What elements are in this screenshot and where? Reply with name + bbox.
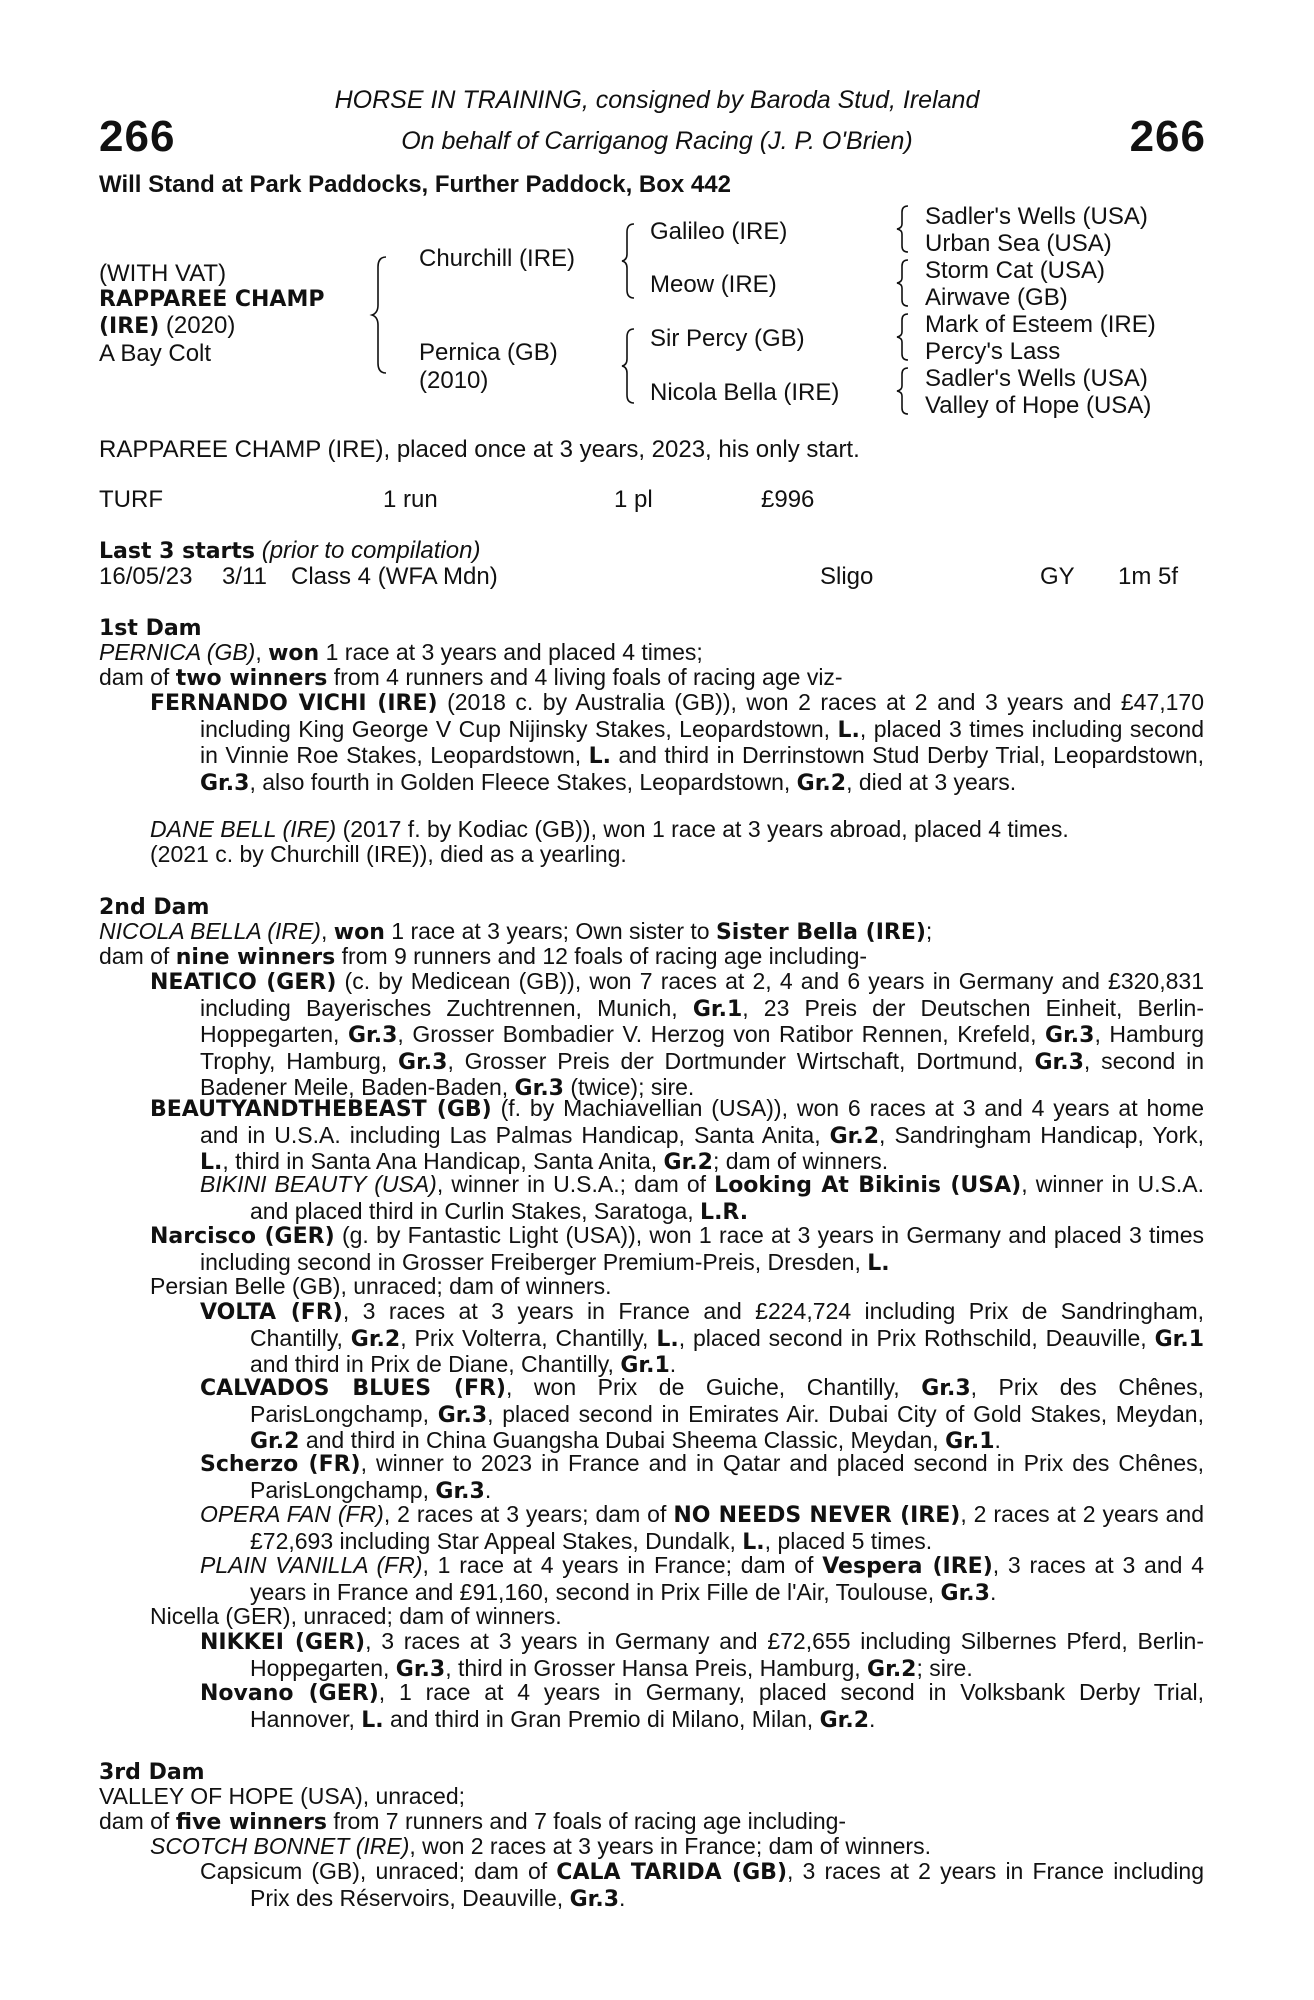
pedigree-g4: Airwave (GB) <box>925 284 1068 311</box>
pedigree-dam-year: (2010) <box>419 367 489 394</box>
produce-bikini-beauty: BIKINI BEAUTY (USA), winner in U.S.A.; dam of Looking At Bikinis (USA), winner in U.S.A. and placed third in Curlin Stakes, Saratoga, L.R. <box>200 1171 1204 1225</box>
produce-fernando-vichi: FERNANDO VICHI (IRE) (2018 c. by Australia (GB)), won 2 races at 2 and 3 years and £47,170 including King George V Cup Nijinsky Stakes, Leopardstown, L., placed 3 times including second in Vinnie Roe Stakes, Leopardstown, L. and third in Derrinstown Stud Derby Trial, Leopardstown, Gr.3, also fourth in Golden Fleece Stakes, Leopardstown, Gr.2, died at 3 years. <box>150 689 1205 796</box>
produce-plain-vanilla: PLAIN VANILLA (FR), 1 race at 4 years in France; dam of Vespera (IRE), 3 races at 3 and 4 years in France and £91,160, second in Prix Fille de l'Air, Toulouse, Gr.3. <box>200 1552 1204 1606</box>
start-course: Sligo <box>820 563 874 590</box>
pedigree-sire-dam: Meow (IRE) <box>650 271 777 298</box>
first-dam-line2: dam of two winners from 4 runners and 4 living foals of racing age viz- <box>99 664 843 691</box>
pedigree-g1: Sadler's Wells (USA) <box>925 203 1148 230</box>
produce-scherzo: Scherzo (FR), winner to 2023 in France and in Qatar and placed second in Prix des Chênes, ParisLongchamp, Gr.3. <box>200 1450 1204 1504</box>
start-position: 3/11 <box>222 563 267 590</box>
horse-name: RAPPAREE CHAMP <box>99 287 325 312</box>
pedigree-brace-5 <box>895 258 911 308</box>
third-dam-line1: VALLEY OF HOPE (USA), unraced; <box>99 1783 466 1809</box>
consignment-line: HORSE IN TRAINING, consigned by Baroda Stud, Ireland <box>334 86 980 114</box>
third-dam-heading: 3rd Dam <box>99 1760 205 1785</box>
start-class: Class 4 (WFA Mdn) <box>291 563 498 590</box>
start-date: 16/05/23 <box>99 563 193 590</box>
produce-opera-fan: OPERA FAN (FR), 2 races at 3 years; dam of NO NEEDS NEVER (IRE), 2 races at 2 years and £72,693 including Star Appeal Stakes, Dundalk, L., placed 5 times. <box>200 1501 1204 1555</box>
produce-neatico: NEATICO (GER) (c. by Medicean (GB)), won 7 races at 2, 4 and 6 years in Germany and £320,831 including Bayerisches Zuchtrennen, Munich, Gr.1, 23 Preis der Deutschen Einheit, Berlin-Hoppegarten, Gr.3, Grosser Bombadier V. Herzog von Ratibor Rennen, Krefeld, Gr.3, Hamburg Trophy, Hamburg, Gr.3, Grosser Preis der Dortmunder Wirtschaft, Dortmund, Gr.3, second in Badener Meile, Baden-Baden, Gr.3 (twice); sire. <box>150 968 1205 1101</box>
pedigree-brace-1 <box>370 255 390 375</box>
lot-number-right: 266 <box>1129 112 1206 161</box>
pedigree-brace-7 <box>895 366 911 416</box>
first-dam-heading: 1st Dam <box>99 616 202 641</box>
produce-2021-colt: (2021 c. by Churchill (IRE)), died as a yearling. <box>150 841 627 867</box>
first-dam-line1: PERNICA (GB), won 1 race at 3 years and placed 4 times; <box>99 639 703 666</box>
record-surface: TURF <box>99 486 163 513</box>
pedigree-brace-2 <box>620 222 636 300</box>
pedigree-g5: Mark of Esteem (IRE) <box>925 311 1156 338</box>
pedigree-dam-dam: Nicola Bella (IRE) <box>650 379 840 406</box>
pedigree-sire: Churchill (IRE) <box>419 245 576 272</box>
pedigree-brace-6 <box>895 312 911 362</box>
vat-note: (WITH VAT) <box>99 260 227 287</box>
start-distance: 1m 5f <box>1118 563 1179 590</box>
pedigree-brace-4 <box>895 204 911 254</box>
stand-location: Will Stand at Park Paddocks, Further Paddock, Box 442 <box>99 171 731 198</box>
pedigree-dam: Pernica (GB) <box>419 339 558 366</box>
second-dam-line2: dam of nine winners from 9 runners and 12 foals of racing age including- <box>99 943 868 970</box>
horse-description: A Bay Colt <box>99 340 212 367</box>
horse-name-suffix: (IRE) (2020) <box>99 312 236 339</box>
produce-persian-belle: Persian Belle (GB), unraced; dam of winners. <box>150 1273 612 1299</box>
produce-dane-bell: DANE BELL (IRE) (2017 f. by Kodiac (GB)), won 1 race at 3 years abroad, placed 4 times. <box>150 816 1069 842</box>
record-earnings: £996 <box>761 486 815 513</box>
pedigree-g2: Urban Sea (USA) <box>925 230 1112 257</box>
pedigree-g6: Percy's Lass <box>925 338 1061 365</box>
second-dam-line1: NICOLA BELLA (IRE), won 1 race at 3 years; Own sister to Sister Bella (IRE); <box>99 918 933 945</box>
produce-beautyandthebeast: BEAUTYANDTHEBEAST (GB) (f. by Machiavellian (USA)), won 6 races at 3 and 4 years at home and in U.S.A. including Las Palmas Handicap, Santa Anita, Gr.2, Sandringham Handicap, York, L., third in Santa Ana Handicap, Santa Anita, Gr.2; dam of winners. <box>150 1095 1204 1175</box>
record-placed: 1 pl <box>614 486 653 513</box>
produce-calvados-blues: CALVADOS BLUES (FR), won Prix de Guiche, Chantilly, Gr.3, Prix des Chênes, ParisLongchamp, Gr.3, placed second in Emirates Air. Dubai City of Gold Stakes, Meydan, Gr.2 and third in China Guangsha Dubai Sheema Classic, Meydan, Gr.1. <box>200 1374 1205 1454</box>
produce-novano: Novano (GER), 1 race at 4 years in Germany, placed second in Volksbank Derby Trial, Hannover, L. and third in Gran Premio di Milano, Milan, Gr.2. <box>200 1679 1204 1733</box>
produce-nicella: Nicella (GER), unraced; dam of winners. <box>150 1603 562 1629</box>
pedigree-g7: Sadler's Wells (USA) <box>925 365 1148 392</box>
pedigree-brace-3 <box>620 327 636 405</box>
last-starts-heading: Last 3 starts (prior to compilation) <box>99 537 481 564</box>
record-runs: 1 run <box>383 486 438 513</box>
pedigree-sire-sire: Galileo (IRE) <box>650 218 788 245</box>
pedigree-g8: Valley of Hope (USA) <box>925 392 1152 419</box>
lot-number-left: 266 <box>99 112 176 161</box>
produce-scotch-bonnet: SCOTCH BONNET (IRE), won 2 races at 3 years in France; dam of winners. <box>150 1833 931 1859</box>
produce-nikkei: NIKKEI (GER), 3 races at 3 years in Germany and £72,655 including Silbernes Pferd, Berlin-Hoppegarten, Gr.3, third in Grosser Hansa Preis, Hamburg, Gr.2; sire. <box>200 1628 1205 1682</box>
pedigree-g3: Storm Cat (USA) <box>925 257 1106 284</box>
produce-volta: VOLTA (FR), 3 races at 3 years in France and £224,724 including Prix de Sandringham, Chantilly, Gr.2, Prix Volterra, Chantilly, L., placed second in Prix Rothschild, Deauville, Gr.1 and third in Prix de Diane, Chantilly, Gr.1. <box>200 1298 1205 1378</box>
behalf-line: On behalf of Carriganog Racing (J. P. O'Brien) <box>401 127 913 155</box>
start-going: GY <box>1040 563 1075 590</box>
second-dam-heading: 2nd Dam <box>99 895 210 920</box>
produce-capsicum: Capsicum (GB), unraced; dam of CALA TARIDA (GB), 3 races at 2 years in France including Prix des Réservoirs, Deauville, Gr.3. <box>200 1858 1204 1912</box>
pedigree-dam-sire: Sir Percy (GB) <box>650 325 805 352</box>
third-dam-line2: dam of five winners from 7 runners and 7 foals of racing age including- <box>99 1808 847 1835</box>
race-summary: RAPPAREE CHAMP (IRE), placed once at 3 years, 2023, his only start. <box>99 436 860 463</box>
produce-narcisco: Narcisco (GER) (g. by Fantastic Light (USA)), won 1 race at 3 years in Germany and placed 3 times including second in Grosser Freiberger Premium-Preis, Dresden, L. <box>150 1222 1205 1276</box>
